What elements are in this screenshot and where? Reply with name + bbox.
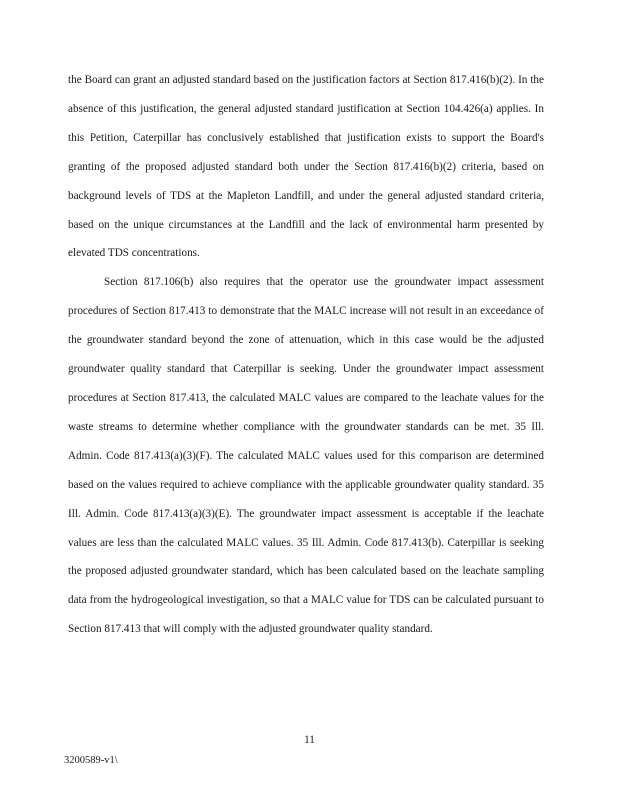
document-id: 3200589-v1\ xyxy=(64,755,118,766)
paragraph-continued: the Board can grant an adjusted standard based on the justification factors at Section 817.416(b)(2). In the absence of this justification, the general adjusted standard justification at Section 104.426(a) applies. In this Petition, Caterpillar has conclusively established that justification exists to support the Board's granting of the proposed adjusted standard both under the Section 817.416(b)(2) criteria, based on background levels of TDS at the Mapleton Landfill, and under the general adjusted standard criteria, based on the unique circumstances at the Landfill and the lack of environmental harm presented by elevated TDS concentrations. xyxy=(68,74,544,260)
paragraph-section-817-106: Section 817.106(b) also requires that the operator use the groundwater impact assessment procedures of Section 817.413 to demonstrate that the MALC increase will not result in an exceedance of the groundwater standard beyond the zone of attenuation, which in this case would be the adjusted groundwater quality standard that Caterpillar is seeking. Under the groundwater impact assessment procedures at Section 817.413, the calculated MALC values are compared to the leachate values for the waste streams to determine whether compliance with the groundwater standards can be met. 35 Ill. Admin. Code 817.413(a)(3)(F). The calculated MALC values used for this comparison are determined based on the values required to achieve compliance with the applicable groundwater quality standard. 35 Ill. Admin. Code 817.413(a)(3)(E). The groundwater impact assessment is acceptable if the leachate values are less than the calculated MALC values. 35 Ill. Admin. Code 817.413(b). Caterpillar is seeking the proposed adjusted groundwater standard, which has been calculated based on the leachate sampling data from the hydrogeological investigation, so that a MALC value for TDS can be calculated pursuant to Section 817.413 that will comply with the adjusted groundwater quality standard. xyxy=(68,276,544,636)
document-body xyxy=(68,66,544,644)
page-number: 11 xyxy=(304,734,315,746)
